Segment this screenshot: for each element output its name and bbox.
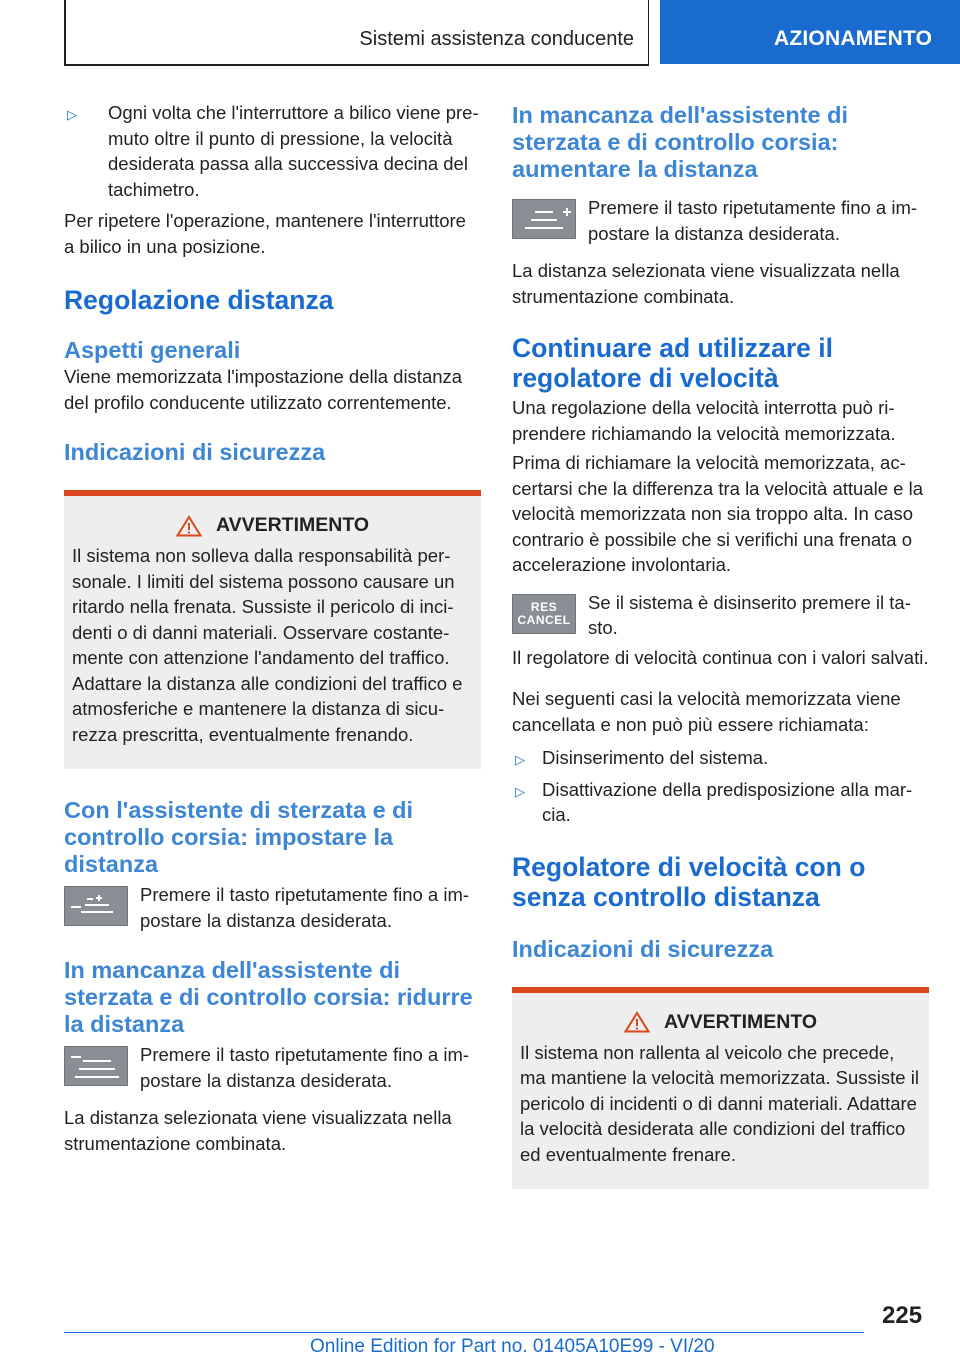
triangle-bullet-icon: ▷ — [67, 107, 77, 122]
left-column — [64, 100, 481, 1156]
paragraph: Se il sistema è disinserito premere il tasto. — [588, 591, 911, 638]
paragraph: Per ripetere l'operazione, mantenere l'interruttore a bilico in una posizione. — [64, 210, 466, 257]
heading-regolazione-distanza: Regolazione distanza — [64, 285, 334, 315]
paragraph: Premere il tasto ripetutamente fino a impostare la distanza desiderata. — [140, 1044, 470, 1091]
heading-con-assistente: Con l'assistente di sterzata e di controllo corsia: impostare la distanza — [64, 797, 414, 877]
header-chapter-tab — [660, 0, 960, 64]
icon-paragraph — [512, 195, 929, 246]
distance-increase-button-icon — [512, 199, 576, 239]
list-item — [512, 777, 929, 828]
header-section-box — [64, 0, 649, 66]
list-item-text: Ogni volta che l'interruttore a bilico viene premuto oltre il punto di pressione, la velocità desiderata passa alla successiva decina del tachimetro. — [108, 102, 479, 200]
paragraph: Nei seguenti casi la velocità memorizzata viene cancellata e non può più essere richiamata: — [512, 688, 901, 735]
res-cancel-button-icon — [512, 594, 576, 634]
list-item — [64, 100, 481, 202]
warning-title-text: AVVERTIMENTO — [663, 1010, 818, 1033]
warning-text: Il sistema non rallenta al veicolo che precede, ma mantiene la velocità memorizzata. Sussiste il pericolo di incidenti o di danni materiali. Adattare la velocità desiderata alle condizioni del traffico ed eventualmente frenare. — [520, 1041, 919, 1165]
heading-aspetti-generali: Aspetti generali — [64, 337, 241, 363]
heading-continuare: Continuare ad utilizzare il regolatore di velocità — [512, 333, 833, 393]
list-item-text: Disattivazione della predisposizione alla marcia. — [542, 778, 913, 825]
heading-mancanza-aumentare: In mancanza dell'assistente di sterzata e di controllo corsia: aumentare la distanza — [512, 102, 849, 182]
header-section-title: Sistemi assistenza conducente — [359, 28, 634, 50]
heading-regolatore: Regolatore di velocità con o senza controllo distanza — [512, 851, 866, 912]
page-number: 225 — [882, 1302, 923, 1329]
icon-paragraph — [512, 590, 929, 641]
paragraph: Viene memorizzata l'impostazione della distanza del profilo conducente utilizzato correntemente. — [64, 366, 463, 413]
list-item — [512, 745, 929, 771]
distance-increase-button-icon — [64, 1046, 128, 1086]
warning-title-text: AVVERTIMENTO — [215, 514, 370, 536]
heading-indicazioni-sicurezza: Indicazioni di sicurezza — [512, 935, 774, 962]
paragraph: La distanza selezionata viene visualizzata nella strumentazione combinata. — [64, 1107, 452, 1154]
icon-paragraph — [64, 1042, 481, 1093]
triangle-bullet-icon: ▷ — [515, 783, 525, 799]
warning-triangle-icon — [176, 515, 202, 537]
paragraph: La distanza selezionata viene visualizzata nella strumentazione combinata. — [512, 260, 900, 307]
footer-divider — [64, 1332, 864, 1333]
paragraph: Premere il tasto ripetutamente fino a impostare la distanza desiderata. — [588, 197, 918, 244]
warning-title — [72, 514, 473, 537]
distance-decrease-button-icon — [64, 886, 128, 926]
heading-mancanza-ridurre: In mancanza dell'assistente di sterzata e di controllo corsia: ridurre la distanza — [64, 957, 473, 1037]
paragraph: Una regolazione della velocità interrotta può riprendere richiamando la velocità memorizzata. — [512, 397, 896, 444]
heading-indicazioni-sicurezza: Indicazioni di sicurezza — [64, 439, 326, 465]
paragraph: Il regolatore di velocità continua con i valori salvati. — [512, 646, 929, 668]
warning-text: Il sistema non solleva dalla responsabilità personale. I limiti del sistema possono causare un ritardo nella frenata. Sussiste il pericolo di incidenti o di danni materiali. Osservare costantemente con attenzione l'andamento del traffico. Adattare la distanza alle condizioni del traffico e atmosferiche e mantenere la distanza di sicurezza prescritta, eventualmente frenando. — [72, 545, 463, 745]
warning-title — [520, 1011, 921, 1034]
res-label: RES — [530, 599, 558, 614]
warning-triangle-icon — [624, 1011, 650, 1033]
header-chapter-label: AZIONAMENTO — [774, 27, 933, 50]
icon-paragraph — [64, 882, 481, 933]
cancel-label: CANCEL — [517, 612, 571, 627]
right-column — [512, 102, 929, 1189]
warning-box — [64, 490, 481, 769]
triangle-bullet-icon: ▷ — [515, 752, 525, 767]
paragraph: Premere il tasto ripetutamente fino a impostare la distanza desiderata. — [140, 884, 470, 931]
paragraph: Prima di richiamare la velocità memorizzata, accertarsi che la differenza tra la velocità attuale e la velocità memorizzata non sia troppo alta. In caso contrario è possibile che si verifichi una frenata o accelerazione involontaria. — [512, 452, 923, 575]
list-item-text: Disinserimento del sistema. — [542, 747, 769, 768]
footer-edition: Online Edition for Part no. 01405A10E99 - VI/20 — [310, 1336, 715, 1357]
warning-box — [512, 987, 929, 1190]
